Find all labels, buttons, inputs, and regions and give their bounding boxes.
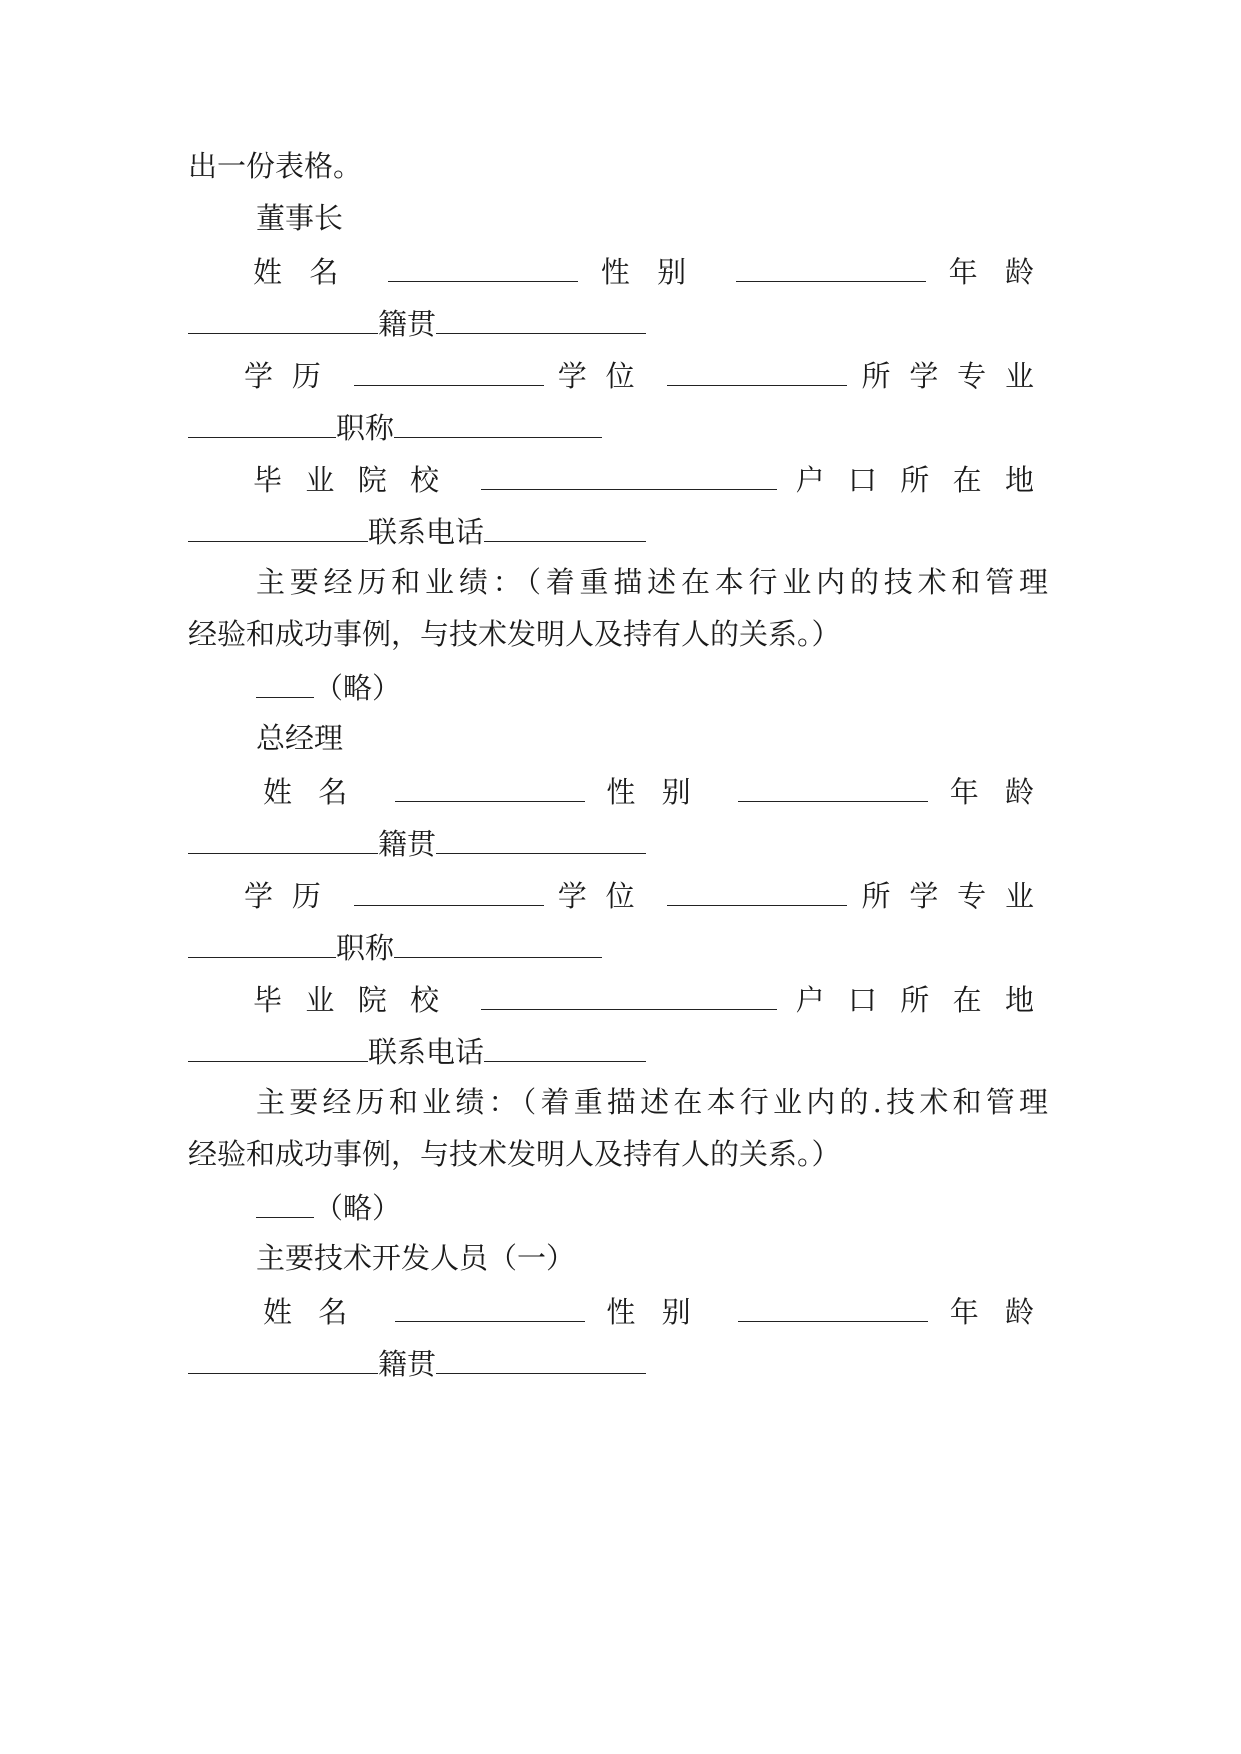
- blank-field[interactable]: [256, 1177, 314, 1218]
- edu-field[interactable]: [354, 865, 544, 906]
- section-heading-gm: 总经理: [256, 721, 344, 755]
- omitted-line: （略）: [188, 1177, 1048, 1235]
- phone-field[interactable]: [484, 1021, 646, 1062]
- blank-field[interactable]: [256, 657, 314, 698]
- form-row-edu: 学历 学位 所学专业: [188, 865, 1048, 923]
- form-row-title: 职称: [188, 397, 1048, 455]
- gender-field[interactable]: [738, 761, 928, 802]
- native-field[interactable]: [436, 1333, 646, 1374]
- section-heading-tech: 主要技术开发人员（一）: [256, 1241, 576, 1275]
- degree-field[interactable]: [667, 345, 847, 386]
- experience-line: 主要经历和业绩：（着重描述在本行业内的技术和管理: [256, 565, 1048, 599]
- form-row-native: 籍贯: [188, 293, 1048, 351]
- name-field[interactable]: [395, 1281, 585, 1322]
- form-row-school: 毕业院校 户口所在地: [188, 449, 1048, 507]
- name-field[interactable]: [388, 241, 578, 282]
- form-row-name: 姓名 性别 年龄: [188, 1281, 1048, 1339]
- age-field[interactable]: [188, 293, 378, 334]
- omitted-line: （略）: [188, 657, 1048, 715]
- hukou-field[interactable]: [188, 1021, 368, 1062]
- text-line: 出一份表格。: [188, 149, 363, 183]
- form-row-title: 职称: [188, 917, 1048, 975]
- form-row-phone: 联系电话: [188, 501, 1048, 559]
- form-row-name: 姓名 性别 年龄: [188, 761, 1048, 819]
- native-field[interactable]: [436, 293, 646, 334]
- school-field[interactable]: [481, 449, 777, 490]
- experience-line: 主要经历和业绩：（着重描述在本行业内的.技术和管理: [256, 1085, 1048, 1119]
- native-field[interactable]: [436, 813, 646, 854]
- hukou-field[interactable]: [188, 501, 368, 542]
- title-field[interactable]: [394, 397, 602, 438]
- gender-field[interactable]: [738, 1281, 928, 1322]
- major-field[interactable]: [188, 917, 336, 958]
- experience-line: 经验和成功事例，与技术发明人及持有人的关系。）: [188, 617, 841, 651]
- age-field[interactable]: [188, 1333, 378, 1374]
- school-field[interactable]: [481, 969, 777, 1010]
- degree-field[interactable]: [667, 865, 847, 906]
- form-row-phone: 联系电话: [188, 1021, 1048, 1079]
- section-heading-chairman: 董事长: [256, 201, 344, 235]
- gender-field[interactable]: [736, 241, 926, 282]
- name-field[interactable]: [395, 761, 585, 802]
- form-row-native: 籍贯: [188, 813, 1048, 871]
- form-row-native: 籍贯: [188, 1333, 1048, 1391]
- form-row-school: 毕业院校 户口所在地: [188, 969, 1048, 1027]
- major-field[interactable]: [188, 397, 336, 438]
- title-field[interactable]: [394, 917, 602, 958]
- form-row-edu: 学历 学位 所学专业: [188, 345, 1048, 403]
- edu-field[interactable]: [354, 345, 544, 386]
- phone-field[interactable]: [484, 501, 646, 542]
- age-field[interactable]: [188, 813, 378, 854]
- experience-line: 经验和成功事例，与技术发明人及持有人的关系。）: [188, 1137, 841, 1171]
- form-row-name: 姓名 性别 年龄: [188, 241, 1048, 299]
